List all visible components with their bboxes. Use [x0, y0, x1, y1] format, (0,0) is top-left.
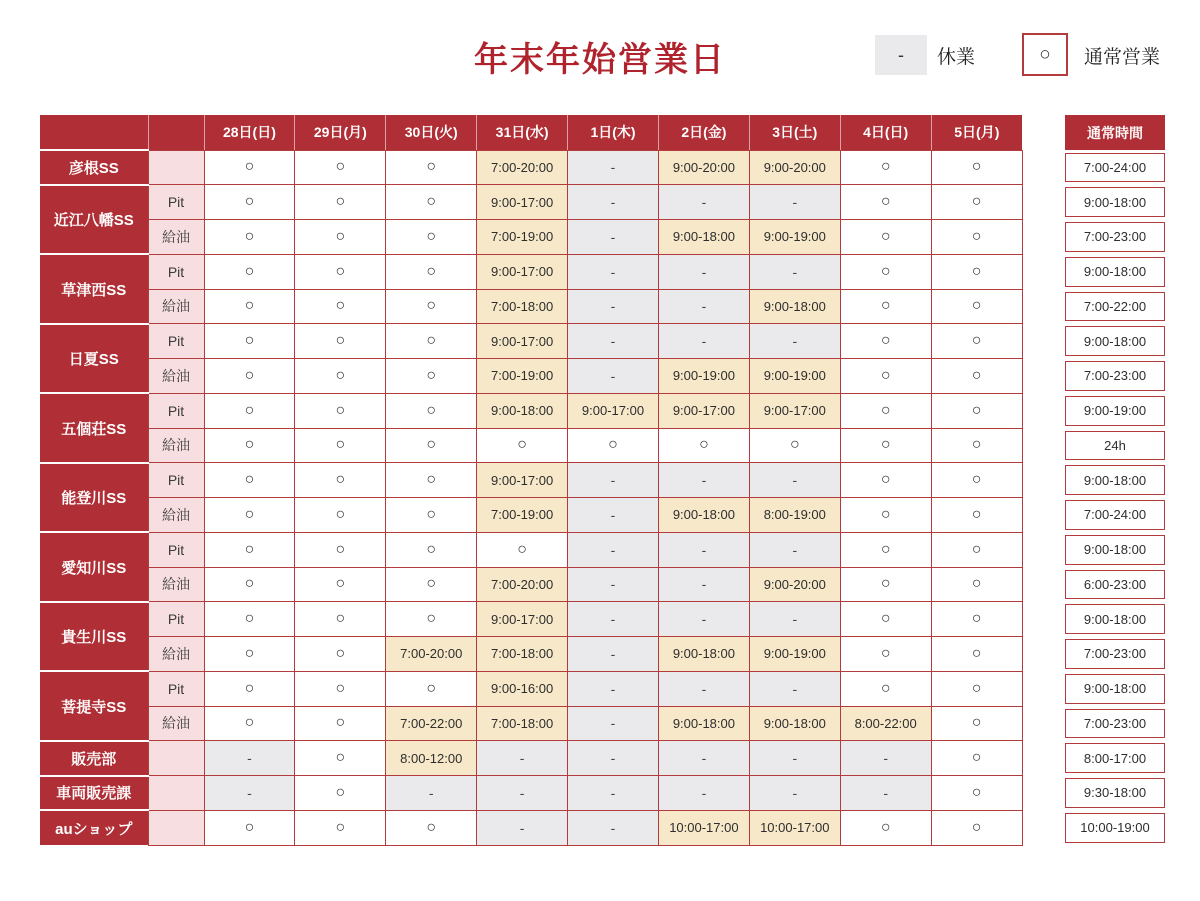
closed-cell: -	[749, 602, 840, 637]
open-cell: ○	[295, 776, 386, 811]
service-type-label: 給油	[148, 359, 204, 394]
table-row	[40, 359, 1022, 394]
open-cell: ○	[295, 602, 386, 637]
open-cell: ○	[840, 150, 931, 185]
normal-hours-slot	[1065, 428, 1165, 463]
legend-closed-symbol-box	[875, 35, 927, 75]
open-cell: ○	[386, 532, 477, 567]
closed-cell: -	[568, 289, 659, 324]
service-type-label: 給油	[148, 637, 204, 672]
normal-hours-cell: 7:00-23:00	[1065, 709, 1165, 739]
open-cell: ○	[931, 428, 1022, 463]
open-cell: ○	[840, 428, 931, 463]
closed-cell: -	[749, 254, 840, 289]
normal-hours-cell: 6:00-23:00	[1065, 570, 1165, 600]
open-cell: ○	[931, 220, 1022, 255]
closed-cell: -	[568, 602, 659, 637]
open-cell: ○	[931, 289, 1022, 324]
station-label: 日夏SS	[40, 324, 148, 394]
normal-hours-cell: 7:00-23:00	[1065, 639, 1165, 669]
closed-cell: -	[386, 776, 477, 811]
normal-hours-column	[1065, 115, 1165, 845]
open-cell: ○	[840, 393, 931, 428]
hours-cell: 9:00-20:00	[749, 150, 840, 185]
normal-hours-slot	[1065, 498, 1165, 533]
open-cell: ○	[295, 220, 386, 255]
open-cell: ○	[931, 463, 1022, 498]
hours-cell: 9:00-18:00	[658, 220, 749, 255]
open-cell: ○	[295, 706, 386, 741]
hours-cell: 9:00-18:00	[658, 706, 749, 741]
closed-cell: -	[568, 637, 659, 672]
closed-cell: -	[658, 185, 749, 220]
open-cell: ○	[386, 393, 477, 428]
open-cell: ○	[658, 428, 749, 463]
hours-cell: 9:00-19:00	[749, 637, 840, 672]
open-cell: ○	[295, 150, 386, 185]
hours-cell: 9:00-17:00	[477, 324, 568, 359]
service-type-label: Pit	[148, 254, 204, 289]
table-row	[40, 532, 1022, 567]
open-cell: ○	[295, 741, 386, 776]
closed-cell: -	[749, 776, 840, 811]
header-row	[40, 115, 1022, 150]
open-cell: ○	[931, 567, 1022, 602]
open-cell: ○	[386, 463, 477, 498]
normal-hours-cell: 10:00-19:00	[1065, 813, 1165, 843]
normal-hours-cell: 9:00-18:00	[1065, 326, 1165, 356]
open-cell: ○	[477, 532, 568, 567]
hours-cell: 9:00-18:00	[477, 393, 568, 428]
closed-cell: -	[658, 289, 749, 324]
table-row	[40, 602, 1022, 637]
normal-hours-slot	[1065, 150, 1165, 185]
service-type-label: 給油	[148, 567, 204, 602]
service-type-label: 給油	[148, 706, 204, 741]
normal-hours-slot	[1065, 220, 1165, 255]
normal-hours-slot	[1065, 185, 1165, 220]
closed-cell: -	[749, 324, 840, 359]
column-header-day: 4日(日)	[840, 115, 931, 150]
open-cell: ○	[840, 220, 931, 255]
open-cell: ○	[840, 359, 931, 394]
closed-cell: -	[568, 498, 659, 533]
open-cell: ○	[931, 498, 1022, 533]
table-row	[40, 428, 1022, 463]
closed-cell: -	[749, 532, 840, 567]
hours-cell: 10:00-17:00	[658, 810, 749, 845]
closed-cell: -	[658, 671, 749, 706]
normal-hours-slot	[1065, 324, 1165, 359]
open-cell: ○	[295, 567, 386, 602]
open-cell: ○	[295, 393, 386, 428]
station-label: 五個荘SS	[40, 393, 148, 463]
service-type-label: 給油	[148, 289, 204, 324]
closed-cell: -	[840, 776, 931, 811]
hours-cell: 8:00-22:00	[840, 706, 931, 741]
table-row	[40, 671, 1022, 706]
service-type-label	[148, 810, 204, 845]
open-cell: ○	[204, 498, 295, 533]
open-cell: ○	[840, 532, 931, 567]
station-label: 販売部	[40, 741, 148, 776]
service-type-label	[148, 150, 204, 185]
closed-cell: -	[568, 254, 659, 289]
closed-cell: -	[204, 776, 295, 811]
closed-cell: -	[749, 741, 840, 776]
open-cell: ○	[386, 428, 477, 463]
legend-open-symbol-box	[1022, 33, 1068, 76]
closed-cell: -	[568, 220, 659, 255]
service-type-label: Pit	[148, 602, 204, 637]
closed-cell: -	[568, 463, 659, 498]
closed-cell: -	[568, 776, 659, 811]
hours-cell: 9:00-17:00	[477, 185, 568, 220]
normal-hours-cell: 9:00-18:00	[1065, 604, 1165, 634]
hours-cell: 7:00-18:00	[477, 289, 568, 324]
hours-cell: 9:00-16:00	[477, 671, 568, 706]
normal-hours-cell: 8:00-17:00	[1065, 743, 1165, 773]
open-cell: ○	[204, 463, 295, 498]
column-header-day: 31日(水)	[477, 115, 568, 150]
page-title: 年末年始営業日	[474, 40, 726, 80]
normal-hours-cell: 9:00-18:00	[1065, 674, 1165, 704]
closed-cell: -	[568, 567, 659, 602]
closed-cell: -	[749, 463, 840, 498]
hours-cell: 9:00-19:00	[749, 359, 840, 394]
normal-hours-cell: 9:00-18:00	[1065, 535, 1165, 565]
table-row	[40, 741, 1022, 776]
open-cell: ○	[386, 150, 477, 185]
normal-hours-cell: 9:00-18:00	[1065, 187, 1165, 217]
table-row	[40, 289, 1022, 324]
header-corner	[148, 115, 204, 150]
open-cell: ○	[386, 498, 477, 533]
open-cell: ○	[386, 567, 477, 602]
open-cell: ○	[204, 532, 295, 567]
open-cell: ○	[295, 810, 386, 845]
station-label: 貴生川SS	[40, 602, 148, 672]
service-type-label	[148, 741, 204, 776]
hours-cell: 7:00-18:00	[477, 706, 568, 741]
closed-cell: -	[568, 706, 659, 741]
open-cell: ○	[931, 359, 1022, 394]
hours-cell: 7:00-19:00	[477, 498, 568, 533]
table-row	[40, 185, 1022, 220]
open-cell: ○	[840, 185, 931, 220]
closed-cell: -	[658, 532, 749, 567]
closed-cell: -	[568, 185, 659, 220]
normal-hours-slot	[1065, 359, 1165, 394]
open-cell: ○	[204, 289, 295, 324]
closed-cell: -	[477, 810, 568, 845]
open-cell: ○	[204, 637, 295, 672]
open-cell: ○	[295, 463, 386, 498]
column-header-day: 1日(木)	[568, 115, 659, 150]
open-cell: ○	[295, 289, 386, 324]
closed-cell: -	[840, 741, 931, 776]
table-row	[40, 463, 1022, 498]
open-cell: ○	[931, 532, 1022, 567]
closed-cell: -	[658, 254, 749, 289]
normal-hours-cell: 7:00-22:00	[1065, 292, 1165, 322]
normal-hours-slot	[1065, 637, 1165, 672]
open-cell: ○	[749, 428, 840, 463]
table-row	[40, 254, 1022, 289]
station-label: 菩提寺SS	[40, 671, 148, 741]
closed-cell: -	[568, 150, 659, 185]
service-type-label	[148, 776, 204, 811]
hours-cell: 9:00-18:00	[749, 289, 840, 324]
normal-hours-slot	[1065, 671, 1165, 706]
open-cell: ○	[386, 254, 477, 289]
hours-cell: 10:00-17:00	[749, 810, 840, 845]
open-cell: ○	[295, 532, 386, 567]
normal-hours-slot	[1065, 393, 1165, 428]
open-cell: ○	[931, 776, 1022, 811]
column-header-day: 3日(土)	[749, 115, 840, 150]
normal-hours-slot	[1065, 741, 1165, 776]
schedule-table-area	[40, 115, 1165, 845]
station-label: 車両販売課	[40, 776, 148, 811]
open-cell: ○	[295, 498, 386, 533]
open-cell: ○	[295, 671, 386, 706]
open-cell: ○	[568, 428, 659, 463]
open-cell: ○	[840, 498, 931, 533]
open-cell: ○	[386, 289, 477, 324]
open-cell: ○	[386, 220, 477, 255]
column-header-day: 30日(火)	[386, 115, 477, 150]
open-cell: ○	[931, 741, 1022, 776]
table-row	[40, 706, 1022, 741]
hours-cell: 9:00-17:00	[477, 463, 568, 498]
open-cell: ○	[204, 428, 295, 463]
normal-hours-slot	[1065, 532, 1165, 567]
open-cell: ○	[204, 810, 295, 845]
open-cell: ○	[931, 602, 1022, 637]
open-cell: ○	[386, 185, 477, 220]
open-cell: ○	[204, 567, 295, 602]
open-cell: ○	[204, 220, 295, 255]
normal-hours-cell: 7:00-23:00	[1065, 222, 1165, 252]
normal-hours-slot	[1065, 810, 1165, 845]
open-cell: ○	[204, 324, 295, 359]
normal-hours-slot	[1065, 602, 1165, 637]
service-type-label: Pit	[148, 463, 204, 498]
open-cell: ○	[840, 671, 931, 706]
station-label: 彦根SS	[40, 150, 148, 185]
service-type-label: 給油	[148, 428, 204, 463]
service-type-label: 給油	[148, 220, 204, 255]
service-type-label: Pit	[148, 324, 204, 359]
closed-cell: -	[568, 810, 659, 845]
table-row	[40, 810, 1022, 845]
open-cell: ○	[204, 393, 295, 428]
service-type-label: Pit	[148, 671, 204, 706]
normal-hours-slot	[1065, 776, 1165, 811]
normal-hours-cell: 9:00-18:00	[1065, 257, 1165, 287]
open-cell: ○	[840, 637, 931, 672]
closed-cell: -	[658, 602, 749, 637]
hours-cell: 8:00-12:00	[386, 741, 477, 776]
normal-hours-cell: 9:00-18:00	[1065, 465, 1165, 495]
open-cell: ○	[386, 359, 477, 394]
closed-cell: -	[568, 671, 659, 706]
open-cell: ○	[840, 567, 931, 602]
hours-cell: 7:00-20:00	[386, 637, 477, 672]
open-cell: ○	[931, 324, 1022, 359]
table-row	[40, 567, 1022, 602]
hours-cell: 9:00-18:00	[658, 498, 749, 533]
open-cell: ○	[931, 393, 1022, 428]
open-symbol: ○	[1039, 43, 1051, 65]
open-cell: ○	[386, 810, 477, 845]
hours-cell: 9:00-17:00	[749, 393, 840, 428]
open-cell: ○	[204, 185, 295, 220]
header-corner	[40, 115, 148, 150]
open-cell: ○	[295, 324, 386, 359]
normal-hours-cell: 7:00-23:00	[1065, 361, 1165, 391]
closed-cell: -	[568, 741, 659, 776]
closed-cell: -	[568, 359, 659, 394]
open-cell: ○	[204, 254, 295, 289]
hours-cell: 8:00-19:00	[749, 498, 840, 533]
hours-cell: 9:00-17:00	[658, 393, 749, 428]
hours-cell: 9:00-18:00	[658, 637, 749, 672]
open-cell: ○	[931, 254, 1022, 289]
open-cell: ○	[204, 150, 295, 185]
closed-cell: -	[568, 532, 659, 567]
open-cell: ○	[204, 706, 295, 741]
closed-cell: -	[749, 671, 840, 706]
service-type-label: Pit	[148, 393, 204, 428]
column-header-day: 29日(月)	[295, 115, 386, 150]
normal-hours-slot	[1065, 289, 1165, 324]
hours-cell: 9:00-20:00	[749, 567, 840, 602]
column-header-day: 2日(金)	[658, 115, 749, 150]
hours-cell: 9:00-17:00	[568, 393, 659, 428]
normal-hours-slot	[1065, 567, 1165, 602]
normal-hours-cell: 9:30-18:00	[1065, 778, 1165, 808]
station-label: auショップ	[40, 810, 148, 845]
open-cell: ○	[931, 150, 1022, 185]
normal-hours-header: 通常時間	[1065, 115, 1165, 150]
service-type-label: Pit	[148, 185, 204, 220]
open-cell: ○	[204, 359, 295, 394]
schedule-table-body	[40, 115, 1022, 845]
hours-cell: 7:00-18:00	[477, 637, 568, 672]
hours-cell: 9:00-20:00	[658, 150, 749, 185]
open-cell: ○	[931, 637, 1022, 672]
hours-cell: 7:00-22:00	[386, 706, 477, 741]
station-label: 愛知川SS	[40, 532, 148, 602]
closed-cell: -	[477, 776, 568, 811]
table-row	[40, 498, 1022, 533]
open-cell: ○	[386, 324, 477, 359]
normal-hours-cell: 9:00-19:00	[1065, 396, 1165, 426]
table-row	[40, 220, 1022, 255]
normal-hours-cell: 7:00-24:00	[1065, 153, 1165, 183]
hours-cell: 9:00-17:00	[477, 602, 568, 637]
schedule-table	[40, 115, 1023, 846]
hours-cell: 7:00-19:00	[477, 359, 568, 394]
closed-cell: -	[658, 463, 749, 498]
station-label: 草津西SS	[40, 254, 148, 324]
open-cell: ○	[840, 463, 931, 498]
hours-cell: 7:00-19:00	[477, 220, 568, 255]
closed-cell: -	[658, 324, 749, 359]
open-cell: ○	[204, 602, 295, 637]
normal-hours-cell: 7:00-24:00	[1065, 500, 1165, 530]
normal-hours-cell: 24h	[1065, 431, 1165, 461]
open-cell: ○	[295, 637, 386, 672]
hours-cell: 9:00-18:00	[749, 706, 840, 741]
closed-cell: -	[658, 776, 749, 811]
table-row	[40, 324, 1022, 359]
table-row	[40, 637, 1022, 672]
table-row	[40, 776, 1022, 811]
closed-cell: -	[204, 741, 295, 776]
closed-cell: -	[477, 741, 568, 776]
column-header-day: 5日(月)	[931, 115, 1022, 150]
open-cell: ○	[386, 671, 477, 706]
closed-symbol: -	[898, 44, 904, 65]
open-cell: ○	[840, 810, 931, 845]
open-cell: ○	[386, 602, 477, 637]
hours-cell: 9:00-19:00	[658, 359, 749, 394]
normal-hours-slot	[1065, 463, 1165, 498]
column-header-day: 28日(日)	[204, 115, 295, 150]
normal-hours-slot	[1065, 706, 1165, 741]
service-type-label: Pit	[148, 532, 204, 567]
closed-cell: -	[658, 741, 749, 776]
open-cell: ○	[295, 359, 386, 394]
table-row	[40, 150, 1022, 185]
open-cell: ○	[931, 810, 1022, 845]
open-cell: ○	[931, 671, 1022, 706]
normal-hours-slot	[1065, 254, 1165, 289]
closed-cell: -	[568, 324, 659, 359]
station-label: 能登川SS	[40, 463, 148, 533]
closed-cell: -	[658, 567, 749, 602]
closed-cell: -	[749, 185, 840, 220]
table-row	[40, 393, 1022, 428]
hours-cell: 9:00-19:00	[749, 220, 840, 255]
open-cell: ○	[931, 185, 1022, 220]
hours-cell: 7:00-20:00	[477, 567, 568, 602]
open-cell: ○	[840, 289, 931, 324]
station-label: 近江八幡SS	[40, 185, 148, 255]
open-cell: ○	[840, 324, 931, 359]
open-cell: ○	[840, 602, 931, 637]
open-cell: ○	[931, 706, 1022, 741]
open-cell: ○	[295, 428, 386, 463]
hours-cell: 9:00-17:00	[477, 254, 568, 289]
open-cell: ○	[295, 254, 386, 289]
legend-open-label: 通常営業	[1084, 46, 1161, 68]
open-cell: ○	[477, 428, 568, 463]
open-cell: ○	[204, 671, 295, 706]
service-type-label: 給油	[148, 498, 204, 533]
hours-cell: 7:00-20:00	[477, 150, 568, 185]
legend-closed-label: 休業	[937, 46, 976, 68]
open-cell: ○	[295, 185, 386, 220]
open-cell: ○	[840, 254, 931, 289]
